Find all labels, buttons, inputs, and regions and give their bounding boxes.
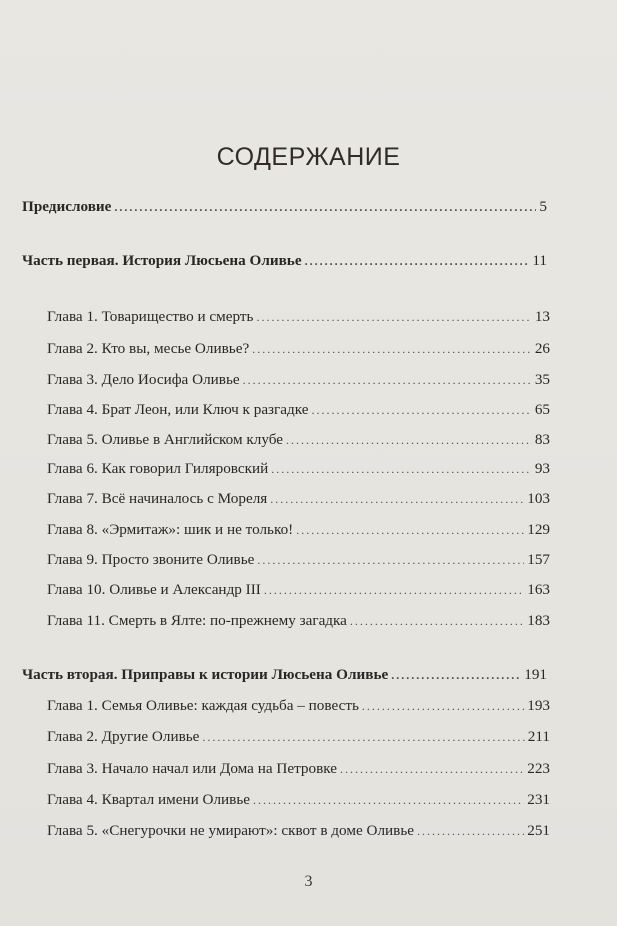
toc-entry-label: Часть вторая. Приправы к истории Люсьена Оливье [22, 666, 389, 683]
toc-entry-page: 11 [532, 252, 547, 269]
toc-entry-part1 [22, 250, 547, 272]
toc-entry-preface [22, 196, 547, 218]
toc-entry-chapter [47, 399, 550, 421]
toc-entry-label: Глава 1. Семья Оливье: каждая судьба – повесть [47, 697, 359, 714]
toc-entry-page: 183 [527, 612, 550, 629]
toc-entry-label: Глава 4. Квартал имени Оливье [47, 791, 251, 808]
dot-leader [243, 369, 532, 391]
toc-entry-page: 13 [534, 308, 550, 325]
dot-leader [114, 196, 536, 218]
toc-entry-label: Глава 10. Оливье и Александр III [47, 581, 261, 598]
toc-entry-page: 163 [527, 581, 550, 598]
dot-leader [362, 695, 524, 717]
dot-leader [257, 549, 524, 571]
dot-leader [305, 250, 530, 272]
toc-entry-label: Глава 2. Кто вы, месье Оливье? [47, 340, 250, 357]
toc-entry-page: 223 [527, 760, 550, 777]
toc-entry-label: Глава 7. Всё начиналось с Мореля [47, 490, 268, 507]
toc-entry-chapter [47, 429, 550, 451]
dot-leader [417, 820, 524, 842]
toc-entry-page: 93 [534, 460, 550, 477]
dot-leader [391, 664, 521, 686]
dot-leader [256, 306, 531, 328]
toc-entry-chapter [47, 306, 550, 328]
toc-entry-page: 26 [534, 340, 550, 357]
toc-entry-label: Предисловие [22, 198, 112, 215]
toc-entry-label: Глава 1. Товарищество и смерть [47, 308, 254, 325]
dot-leader [252, 338, 532, 360]
toc-entry-label: Глава 5. Оливье в Английском клубе [47, 431, 283, 448]
toc-entry-chapter [47, 726, 550, 748]
toc-entry-label: Часть первая. История Люсьена Оливье [22, 252, 302, 269]
dot-leader [270, 488, 524, 510]
toc-entry-chapter [47, 579, 550, 601]
toc-entry-label: Глава 5. «Снегурочки не умирают»: сквот в доме Оливье [47, 822, 415, 839]
toc-entry-label: Глава 3. Начало начал или Дома на Петровке [47, 760, 338, 777]
toc-entry-label: Глава 6. Как говорил Гиляровский [47, 460, 269, 477]
toc-entry-label: Глава 9. Просто звоните Оливье [47, 551, 255, 568]
dot-leader [286, 429, 532, 451]
toc-entry-label: Глава 2. Другие Оливье [47, 728, 200, 745]
page-number: 3 [304, 873, 313, 890]
toc-entry-part2 [22, 664, 547, 686]
toc-entry-chapter [47, 758, 550, 780]
toc-entry-page: 157 [527, 551, 550, 568]
toc-entry-page: 193 [527, 697, 550, 714]
toc-entry-chapter [47, 789, 550, 811]
dot-leader [253, 789, 524, 811]
toc-entry-page: 231 [527, 791, 550, 808]
toc-entry-label: Глава 4. Брат Леон, или Ключ к разгадке [47, 401, 309, 418]
toc-entry-page: 5 [539, 198, 547, 215]
toc-entry-page: 103 [527, 490, 550, 507]
toc-entry-page: 83 [534, 431, 550, 448]
toc-entry-page: 35 [534, 371, 550, 388]
toc-entry-chapter [47, 820, 550, 842]
page-title: СОДЕРЖАНИЕ [216, 143, 401, 171]
dot-leader [296, 519, 524, 541]
dot-leader [271, 458, 532, 480]
toc-entry-label: Глава 11. Смерть в Ялте: по-прежнему загадка [47, 612, 347, 629]
toc-entry-page: 65 [534, 401, 550, 418]
toc-entry-chapter [47, 519, 550, 541]
toc-entry-page: 191 [524, 666, 547, 683]
dot-leader [340, 758, 524, 780]
toc-entry-chapter [47, 458, 550, 480]
toc-entry-chapter [47, 695, 550, 717]
toc-entry-chapter [47, 610, 550, 632]
toc-entry-chapter [47, 549, 550, 571]
toc-entry-label: Глава 3. Дело Иосифа Оливье [47, 371, 240, 388]
toc-entry-page: 211 [527, 728, 550, 745]
dot-leader [350, 610, 524, 632]
dot-leader [264, 579, 524, 601]
toc-entry-page: 251 [527, 822, 550, 839]
toc-entry-page: 129 [527, 521, 550, 538]
toc-entry-chapter [47, 369, 550, 391]
toc-entry-chapter [47, 338, 550, 360]
toc-entry-label: Глава 8. «Эрмитаж»: шик и не только! [47, 521, 294, 538]
toc-entry-chapter [47, 488, 550, 510]
dot-leader [312, 399, 532, 421]
dot-leader [202, 726, 524, 748]
